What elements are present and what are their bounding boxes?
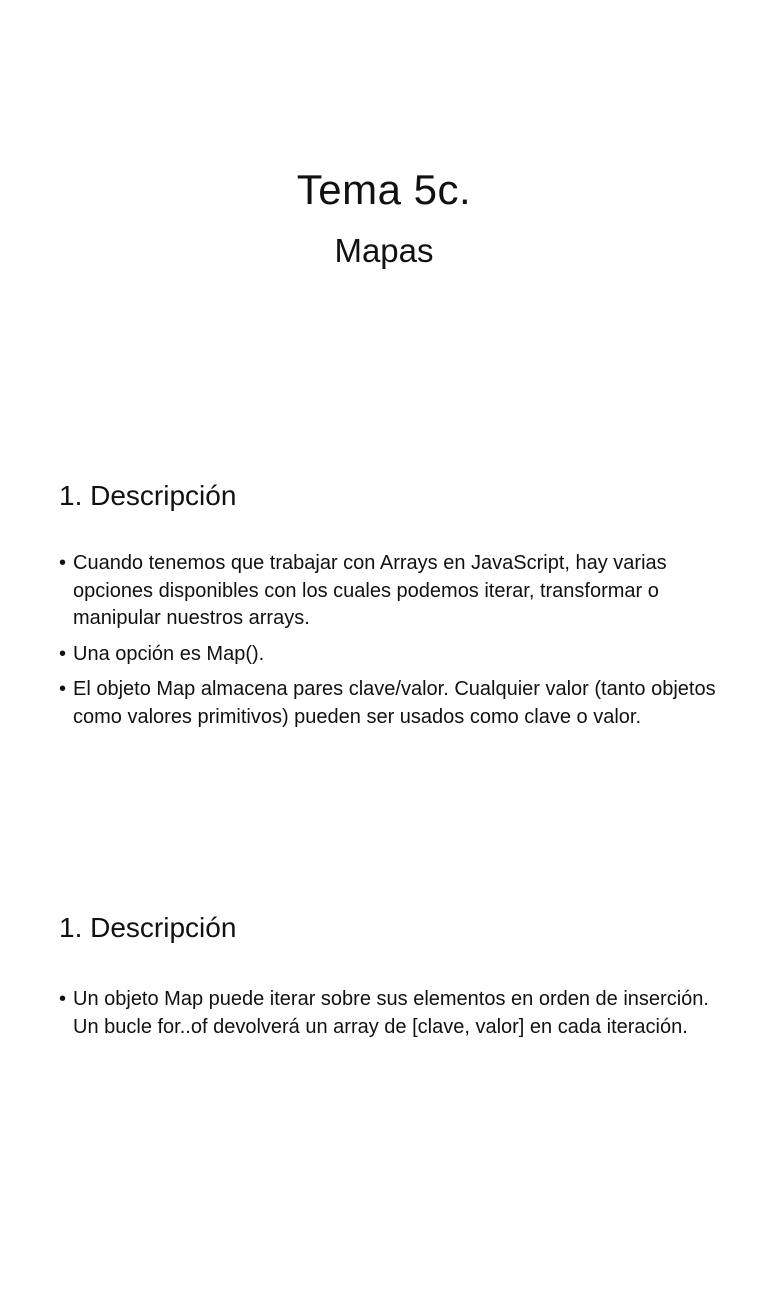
bullet-item xyxy=(59,641,719,669)
description-slide-1 xyxy=(0,432,768,864)
bullet-dot-icon: • xyxy=(59,552,67,574)
subtitle: Mapas xyxy=(334,232,434,269)
bullet-text: El objeto Map almacena pares clave/valor. Cualquier valor (tanto objetos como valores primitivos) pueden ser usados como clave o valor. xyxy=(73,678,716,728)
description-slide-2 xyxy=(0,864,768,1296)
main-title: Tema 5c. xyxy=(296,166,472,213)
bullet-dot-icon: • xyxy=(59,642,67,665)
bullet-dot-icon: • xyxy=(59,988,67,1010)
bullet-item xyxy=(59,986,719,1041)
title-slide xyxy=(0,0,768,432)
section-heading: 1. Descripción xyxy=(59,480,237,511)
bullet-item xyxy=(59,676,719,731)
bullet-dot-icon: • xyxy=(59,678,67,700)
section-heading: 1. Descripción xyxy=(59,912,237,943)
bullet-text: Una opción es Map(). xyxy=(73,642,265,665)
bullet-text: Cuando tenemos que trabajar con Arrays en JavaScript, hay varias opciones disponibles con los cuales podemos iterar, transformar o manipular nuestros arrays. xyxy=(73,552,667,629)
bullet-list xyxy=(59,550,719,739)
bullet-item xyxy=(59,550,719,633)
bullet-text: Un objeto Map puede iterar sobre sus elementos en orden de inserción. Un bucle for..of devolverá un array de [clave, valor] en cada iteración. xyxy=(73,988,709,1038)
bullet-list xyxy=(59,986,719,1049)
